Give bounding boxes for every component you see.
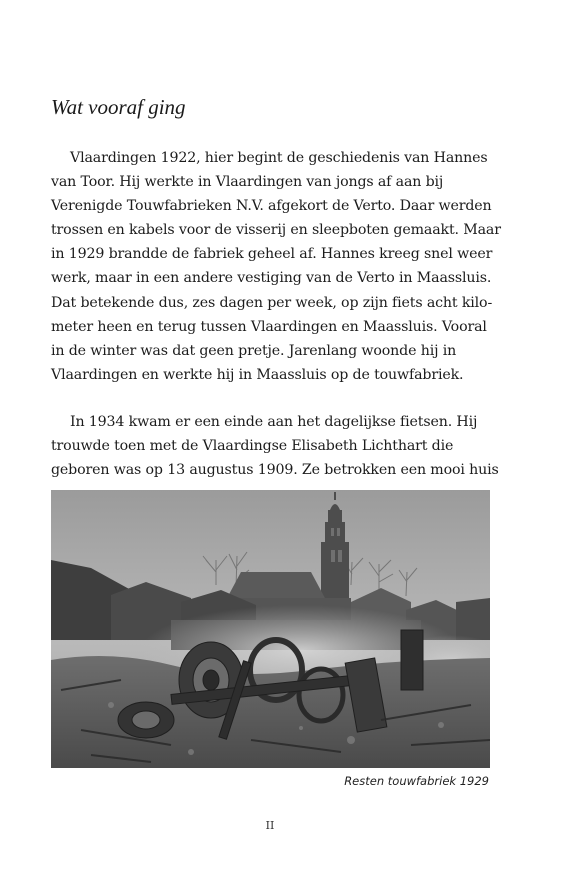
text-line: in 1929 brandde de fabriek geheel af. Hannes kreeg snel weer bbox=[51, 246, 493, 263]
paragraph-2 bbox=[51, 410, 499, 482]
paragraph-1 bbox=[51, 146, 501, 387]
text-line: trouwde toen met de Vlaardingse Elisabeth Lichthart die bbox=[51, 438, 454, 455]
text-line: geboren was op 13 augustus 1909. Ze betrokken een mooi huis bbox=[51, 462, 499, 479]
text-line: Verenigde Touwfabrieken N.V. afgekort de Verto. Daar werden bbox=[51, 198, 492, 215]
text-line: van Toor. Hij werkte in Vlaardingen van jongs af aan bij bbox=[51, 174, 444, 191]
photo-caption: Resten touwfabriek 1929 bbox=[344, 774, 489, 788]
text-line: Dat betekende dus, zes dagen per week, op zijn fiets acht kilo- bbox=[51, 294, 493, 311]
text-line: trossen en kabels voor de visserij en sleepboten gemaakt. Maar bbox=[51, 222, 501, 239]
page-number: II bbox=[265, 819, 275, 832]
text-line: Vlaardingen en werkte hij in Maassluis op de touwfabriek. bbox=[51, 366, 464, 383]
text-line: Vlaardingen 1922, hier begint de geschiedenis van Hannes bbox=[70, 150, 488, 166]
text-line: in de winter was dat geen pretje. Jarenlang woonde hij in bbox=[51, 342, 457, 359]
factory-ruins-photo bbox=[51, 490, 490, 768]
chapter-title: Wat vooraf ging bbox=[51, 95, 186, 119]
text-line: In 1934 kwam er een einde aan het dagelijkse fietsen. Hij bbox=[70, 414, 478, 430]
text-line: meter heen en terug tussen Vlaardingen en Maassluis. Vooral bbox=[51, 318, 487, 335]
photo-illustration bbox=[51, 490, 490, 768]
text-line: werk, maar in een andere vestiging van de Verto in Maassluis. bbox=[51, 270, 492, 287]
